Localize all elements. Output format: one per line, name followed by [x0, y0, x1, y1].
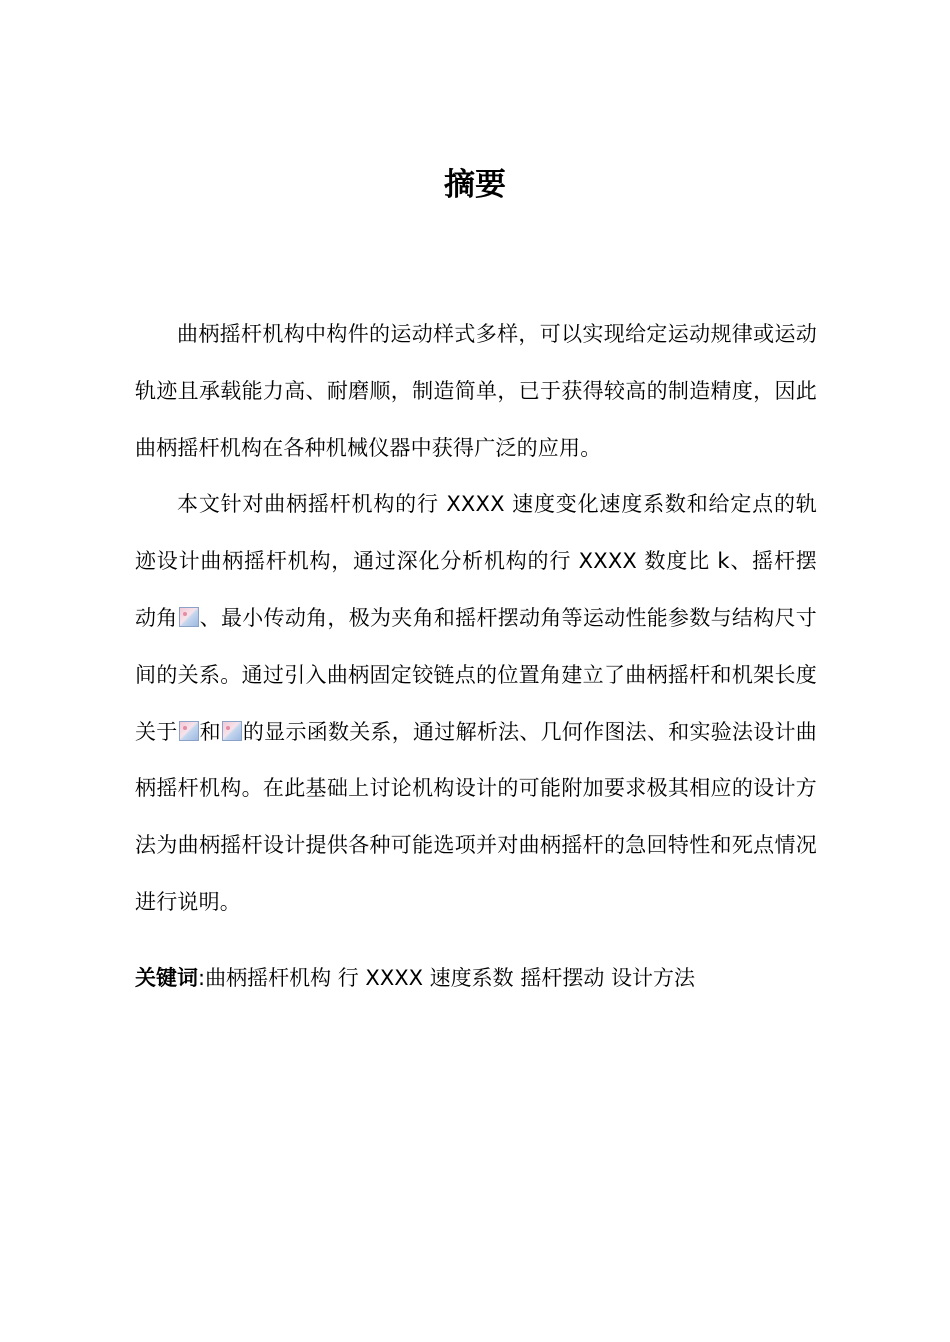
keywords-text: 曲柄摇杆机构 行 XXXX 速度系数 摇杆摆动 设计方法 — [205, 966, 695, 990]
paragraph-1: 曲柄摇杆机构中构件的运动样式多样，可以实现给定运动规律或运动轨迹且承载能力高、耐磨顺，制造简单，已于获得较高的制造精度，因此曲柄摇杆机构在各种机械仪器中获得广泛的应用。 — [135, 322, 817, 460]
broken-image-icon — [179, 721, 199, 741]
paragraph-2-text-2: 、最小传动角，极为夹角和摇杆摆动角等运动性能参数与结构尺寸间的关系。通过引入曲柄固定铰链点的位置角建立了曲柄摇杆和机架长度关于 — [135, 605, 817, 744]
page-title: 摘要 — [444, 167, 506, 203]
paragraph-2-text-1: 本文针对曲柄摇杆机构的行 XXXX 速度变化速度系数和给定点的轨迹设计曲柄摇杆机构，通过深化分析机构的行 XXXX 数度比 k、摇杆摆动角 — [135, 492, 817, 630]
keywords-separator: : — [198, 966, 206, 990]
abstract-body — [135, 306, 817, 931]
keywords-label: 关键词 — [135, 966, 198, 990]
broken-image-icon — [222, 721, 242, 741]
keywords-line — [135, 958, 835, 998]
paragraph-2-text-4: 的显示函数关系，通过解析法、几何作图法、和实验法设计曲柄摇杆机构。在此基础上讨论机构设计的可能附加要求极其相应的设计方法为曲柄摇杆设计提供各种可能选项并对曲柄摇杆的急回特性和死点情况进行说明。 — [135, 719, 817, 914]
paragraph-2 — [135, 476, 817, 930]
broken-image-icon — [179, 607, 199, 627]
paragraph-2-text-3: 和 — [199, 719, 221, 744]
